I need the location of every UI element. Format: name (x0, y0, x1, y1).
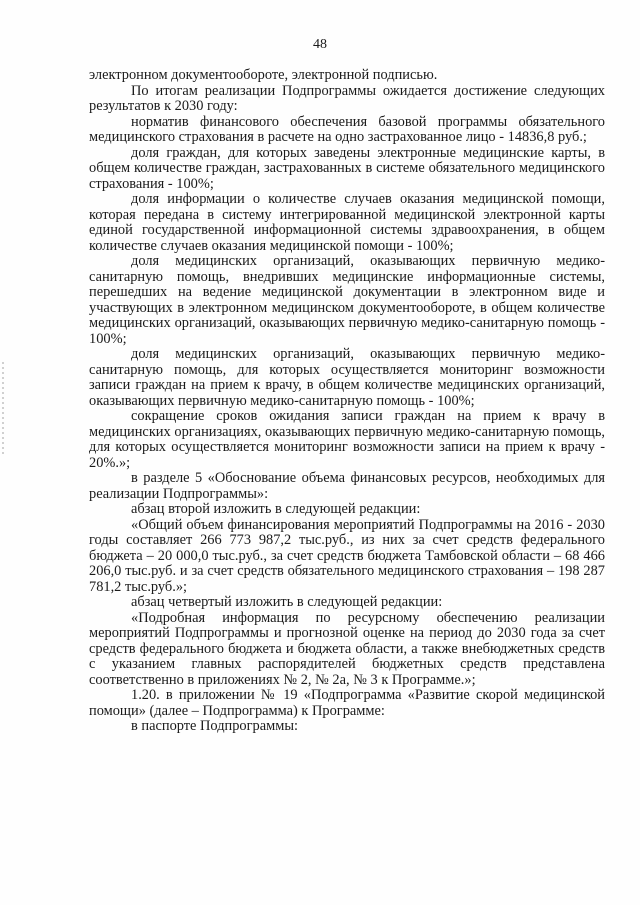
paragraph: в разделе 5 «Обоснование объема финансовых ресурсов, необходимых для реализации Подпрограммы»: (89, 470, 605, 502)
paragraph: в паспорте Подпрограммы: (131, 718, 298, 734)
paragraph: «Подробная информация по ресурсному обеспечению реализации мероприятий Подпрограммы и прогнозной оценке на период до 2030 года за счет средств федерального бюджета и бюджета области, а также внебюджетных средств с указанием главных распорядителей бюджетных средств представлена соответственно в приложениях № 2, № 2а, № 3 к Программе.»; (89, 609, 605, 688)
paragraph: По итогам реализации Подпрограммы ожидается достижение следующих результатов к 2030 году: (89, 82, 605, 114)
paragraph: доля медицинских организаций, оказывающих первичную медико-санитарную помощь, внедривших медицинские информационные системы, перешедших на ведение медицинской документации в электронном виде и участвующих в электронном медицинском документообороте, в общем количестве медицинских организаций, оказывающих первичную медико-санитарную помощь - 100%; (89, 253, 605, 347)
paragraph: абзац четвертый изложить в следующей редакции: (131, 594, 443, 610)
paragraph: доля граждан, для которых заведены электронные медицинские карты, в общем количестве граждан, застрахованных в системе обязательного медицинского страхования - 100%; (89, 144, 605, 192)
paragraph: 1.20. в приложении № 19 «Подпрограмма «Развитие скорой медицинской помощи» (далее – Подпрограмма) к Программе: (89, 687, 605, 719)
paragraph: сокращение сроков ожидания записи граждан на прием к врачу в медицинских организациях, оказывающих первичную медико-санитарную помощь, для которых осуществляется мониторинг возможности записи на прием к врачу - 20%.»; (89, 408, 605, 471)
paragraph: абзац второй изложить в следующей редакции: (131, 501, 421, 517)
paragraph: доля медицинских организаций, оказывающих первичную медико-санитарную помощь, для которых осуществляется мониторинг возможности записи граждан на прием к врачу, в общем количестве медицинских организаций, оказывающих первичную медико-санитарную помощь - 100%; (89, 346, 605, 409)
paragraph: доля информации о количестве случаев оказания медицинской помощи, которая передана в систему интегрированной медицинской электронной карты единой государственной информационной системы здравоохранения, в общем количестве случаев оказания медицинской помощи - 100%; (89, 191, 605, 254)
paragraph: «Общий объем финансирования мероприятий Подпрограммы на 2016 - 2030 годы составляет 266 773 987,2 тыс.руб., из них за счет средств федерального бюджета – 20 000,0 тыс.руб., за счет средств бюджета Тамбовской области – 68 466 206,0 тыс.руб. и за счет средств обязательного медицинского страхования – 198 287 781,2 тыс.руб.»; (89, 516, 605, 595)
document-body (89, 68, 605, 735)
paragraph: электронном документообороте, электронной подписью. (89, 67, 438, 83)
page-number: 48 (313, 37, 327, 52)
paragraph: норматив финансового обеспечения базовой программы обязательного медицинского страхования в расчете на одно застрахованное лицо - 14836,8 руб.; (89, 113, 605, 145)
scan-artifact (2, 362, 4, 457)
